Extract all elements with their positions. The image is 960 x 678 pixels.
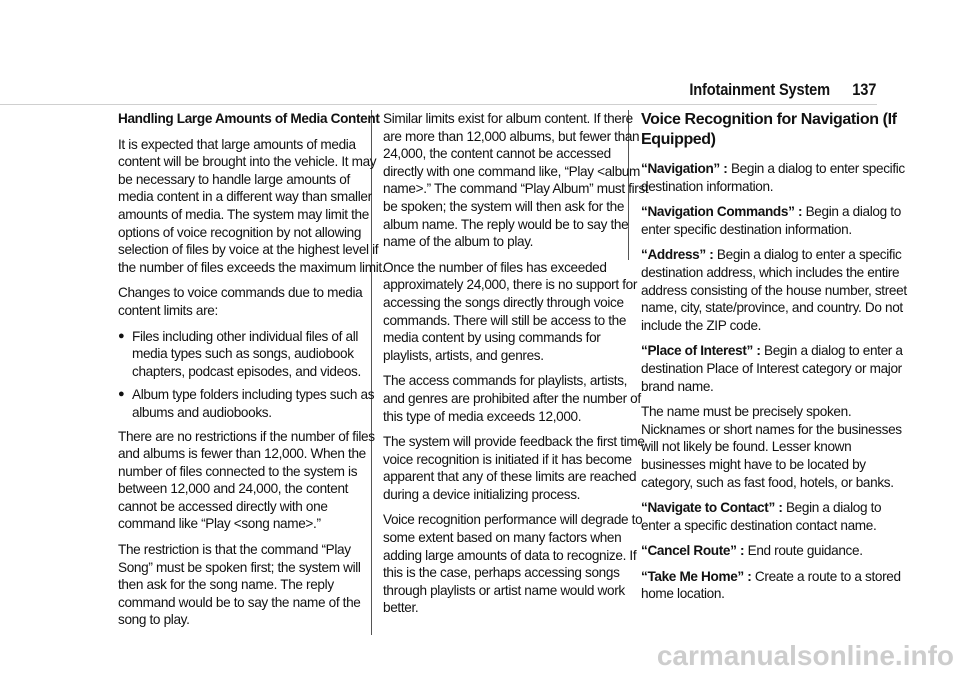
command-item: “Place of Interest” : Begin a dialog to enter a destination Place of Interest category or major brand name. xyxy=(641,343,903,394)
list-item: ● Files including other individual files of all media types such as songs, audiobook chapters, podcast episodes, and videos. xyxy=(118,328,361,379)
column-3 xyxy=(641,110,909,611)
paragraph: The name must be precisely spoken. Nicknames or short names for the businesses will not likely be found. Lesser known businesses might have to be located by category, such as fast food, hotels, or banks. xyxy=(641,404,902,490)
command-item: “Take Me Home” : Create a route to a stored home location. xyxy=(641,568,901,602)
paragraph: It is expected that large amounts of media content will be brought into the vehicle. It may be necessary to handle large amounts of media content in a different way than smaller amounts of media. The system may limit the options of voice recognition by not allowing selection of files by voice at the highest level if the number of files exceeds the maximum limit. xyxy=(118,136,386,275)
page-header xyxy=(689,80,876,100)
header-divider xyxy=(0,104,877,105)
bullet-icon: ● xyxy=(118,388,125,401)
command-item: “Cancel Route” : End route guidance. xyxy=(641,543,863,559)
command-item: “Navigation Commands” : Begin a dialog to enter specific destination information. xyxy=(641,204,901,237)
paragraph: Voice recognition performance will degrade to some extent based on many factors when adding large amounts of data to recognize. If this is the case, perhaps accessing songs through playlists or artist name would work better. xyxy=(383,512,643,616)
command-item: “Navigation” : Begin a dialog to enter specific destination information. xyxy=(641,161,905,194)
paragraph: Changes to voice commands due to media content limits are: xyxy=(118,285,363,318)
section-heading: Voice Recognition for Navigation (If Equipped) xyxy=(641,111,897,148)
paragraph: The system will provide feedback the first time voice recognition is initiated if it has become apparent that any of these limits are reached during a device initializing process. xyxy=(383,434,645,502)
column-1 xyxy=(118,110,386,637)
section-title: Infotainment System xyxy=(689,80,830,99)
paragraph: Once the number of files has exceeded approximately 24,000, there is no support for accessing the songs directly through voice commands. There will still be access to the media content by using commands for playlists, artists, and genres. xyxy=(383,259,638,363)
column-2 xyxy=(383,110,651,625)
paragraph: There are no restrictions if the number of files and albums is fewer than 12,000. When the number of files connected to the system is between 12,000 and 24,000, the content cannot be accessed directly with one command like “Play <song name>.” xyxy=(118,428,375,532)
paragraph: The access commands for playlists, artists, and genres are prohibited after the number of this type of media exceeds 12,000. xyxy=(383,373,641,424)
page-number: 137 xyxy=(852,80,876,99)
list-item: ● Album type folders including types such as albums and audiobooks. xyxy=(118,387,375,420)
bullet-icon: ● xyxy=(118,329,125,342)
command-item: “Navigate to Contact” : Begin a dialog to enter a specific destination contact name. xyxy=(641,500,882,533)
paragraph: The restriction is that the command “Play Song” must be spoken first; the system will then ask for the song name. The reply command would be to say the name of the song to play. xyxy=(118,542,361,628)
paragraph: Similar limits exist for album content. If there are more than 12,000 albums, but fewer than 24,000, the content cannot be accessed directly with one command like, “Play <album name>.” The command “Play Album” must first be spoken; the system will then ask for the album name. The reply would be to say the name of the album to play. xyxy=(383,111,649,250)
command-item: “Address” : Begin a dialog to enter a specific destination address, which includes the entire address consisting of the house number, street name, city, state/province, and country. Do not include the ZIP code. xyxy=(641,247,907,333)
section-heading: Handling Large Amounts of Media Content xyxy=(118,111,380,126)
watermark: carmanualsonline.info xyxy=(656,640,954,671)
